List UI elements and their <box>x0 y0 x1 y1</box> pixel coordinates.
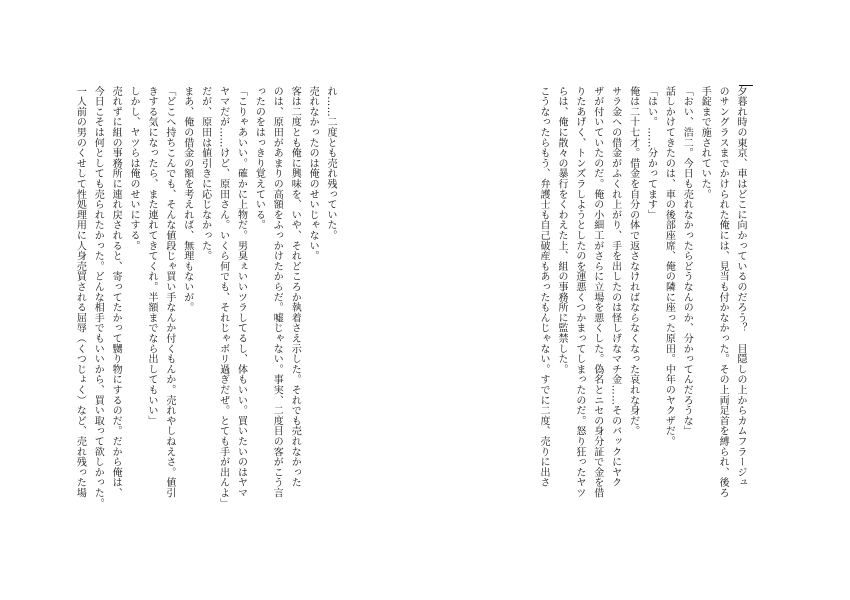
text-line: 「どこへ持ちこんでも、そんな値段じゃ買い手なんか付くもんか。売れやしねえさ。値引 <box>163 86 175 498</box>
text-line: のは、原田があまりの高額をふっかけたからだ。嘘じゃない。事実、二度目の客がこう言 <box>271 86 283 498</box>
text-line: 「はい。……分かってます」 <box>645 86 657 220</box>
text-line: 手錠まで施されていた。 <box>699 86 711 200</box>
text-line: 夕暮れ時の東京、車はどこに向かっているのだろう？ 目隠しの上からカムフラージュ <box>735 86 746 488</box>
right-page <box>425 0 850 600</box>
text-line: れ……二度とも売れ残っていた。 <box>325 86 336 241</box>
text-line: 「こりゃあいい。確かに上物だ。男臭ぇいいツラしてるし、体もいい。買いたいのはヤマ <box>235 86 247 498</box>
text-line: サラ金への借金がふくれ上がり、手を出したのは怪しげなマチ金……そのバックにヤク <box>609 86 621 488</box>
text-line: 売れなかったのは俺のせいじゃない。 <box>307 86 319 262</box>
page-number <box>739 85 753 88</box>
text-line: こうなったらもう、弁護士も自己破産もあったもんじゃない。すでに二度、売りに出さ <box>538 86 550 488</box>
text-line: 一人前の男のくせして性処理用に人身売買される屈辱（くつじょく）など、売れ残った場 <box>74 86 86 498</box>
text-line: 客は二度とも俺に興味を、いや、それどころか執着さえ示した。それでも売れなかった <box>289 86 301 488</box>
text-line: 「おい、浩二。今日も売れなかったらどうなんのか、分かってんだろうな」 <box>681 86 693 437</box>
text-line: 今日こそは何としても売られたかった。どんな相手でもいいから、買い取って欲しかった。 <box>92 86 104 509</box>
text-line: のサングラスまでかけられた俺には、見当も付かなかった。その上両足首を縛られ、後ろ <box>717 86 729 498</box>
text-line: りたあげく、トンズラしようとしたのを運悪くつかまってしまったのだ。怒り狂ったヤツ <box>573 86 585 498</box>
text-line: ったのをはっきり覚えている。 <box>253 86 265 231</box>
right-page-text <box>439 86 749 546</box>
text-line: まあ、俺の借金の額を考えれば、無理もないが。 <box>181 86 193 313</box>
text-line: 俺は二十七才。借金を自分の体で返さなければならなくなった哀れな身だ。 <box>627 86 639 437</box>
text-line: 売れずに組の事務所に連れ戻されると、寄ってたかって嬲り物にするのだ。だから俺は、 <box>110 86 122 498</box>
text-line: らは、俺に散々の暴行をくわえた上、組の事務所に監禁した。 <box>555 86 567 375</box>
left-page-text <box>51 86 339 546</box>
text-line: ヤマだが……けど、原田さん。いくら何でも、それじゃボリ過ぎだぜ。とても手が出んよ」 <box>217 86 229 509</box>
text-line: 話しかけてきたのは、車の後部座席、俺の隣に座った原田。中年のヤクザだ。 <box>663 86 675 447</box>
text-line: ザが付いていたのだ。俺の小細工がさらに立場を悪くした。偽名とニセの身分証で金を借 <box>591 86 603 498</box>
text-line: だが、原田は値引きに応じなかった。 <box>199 86 211 262</box>
text-line: しかし、ヤツらは俺のせいにする。 <box>128 86 140 251</box>
text-line: きする気になったら、また連れてきてくれ。半額までなら出してもいい」 <box>145 86 157 426</box>
